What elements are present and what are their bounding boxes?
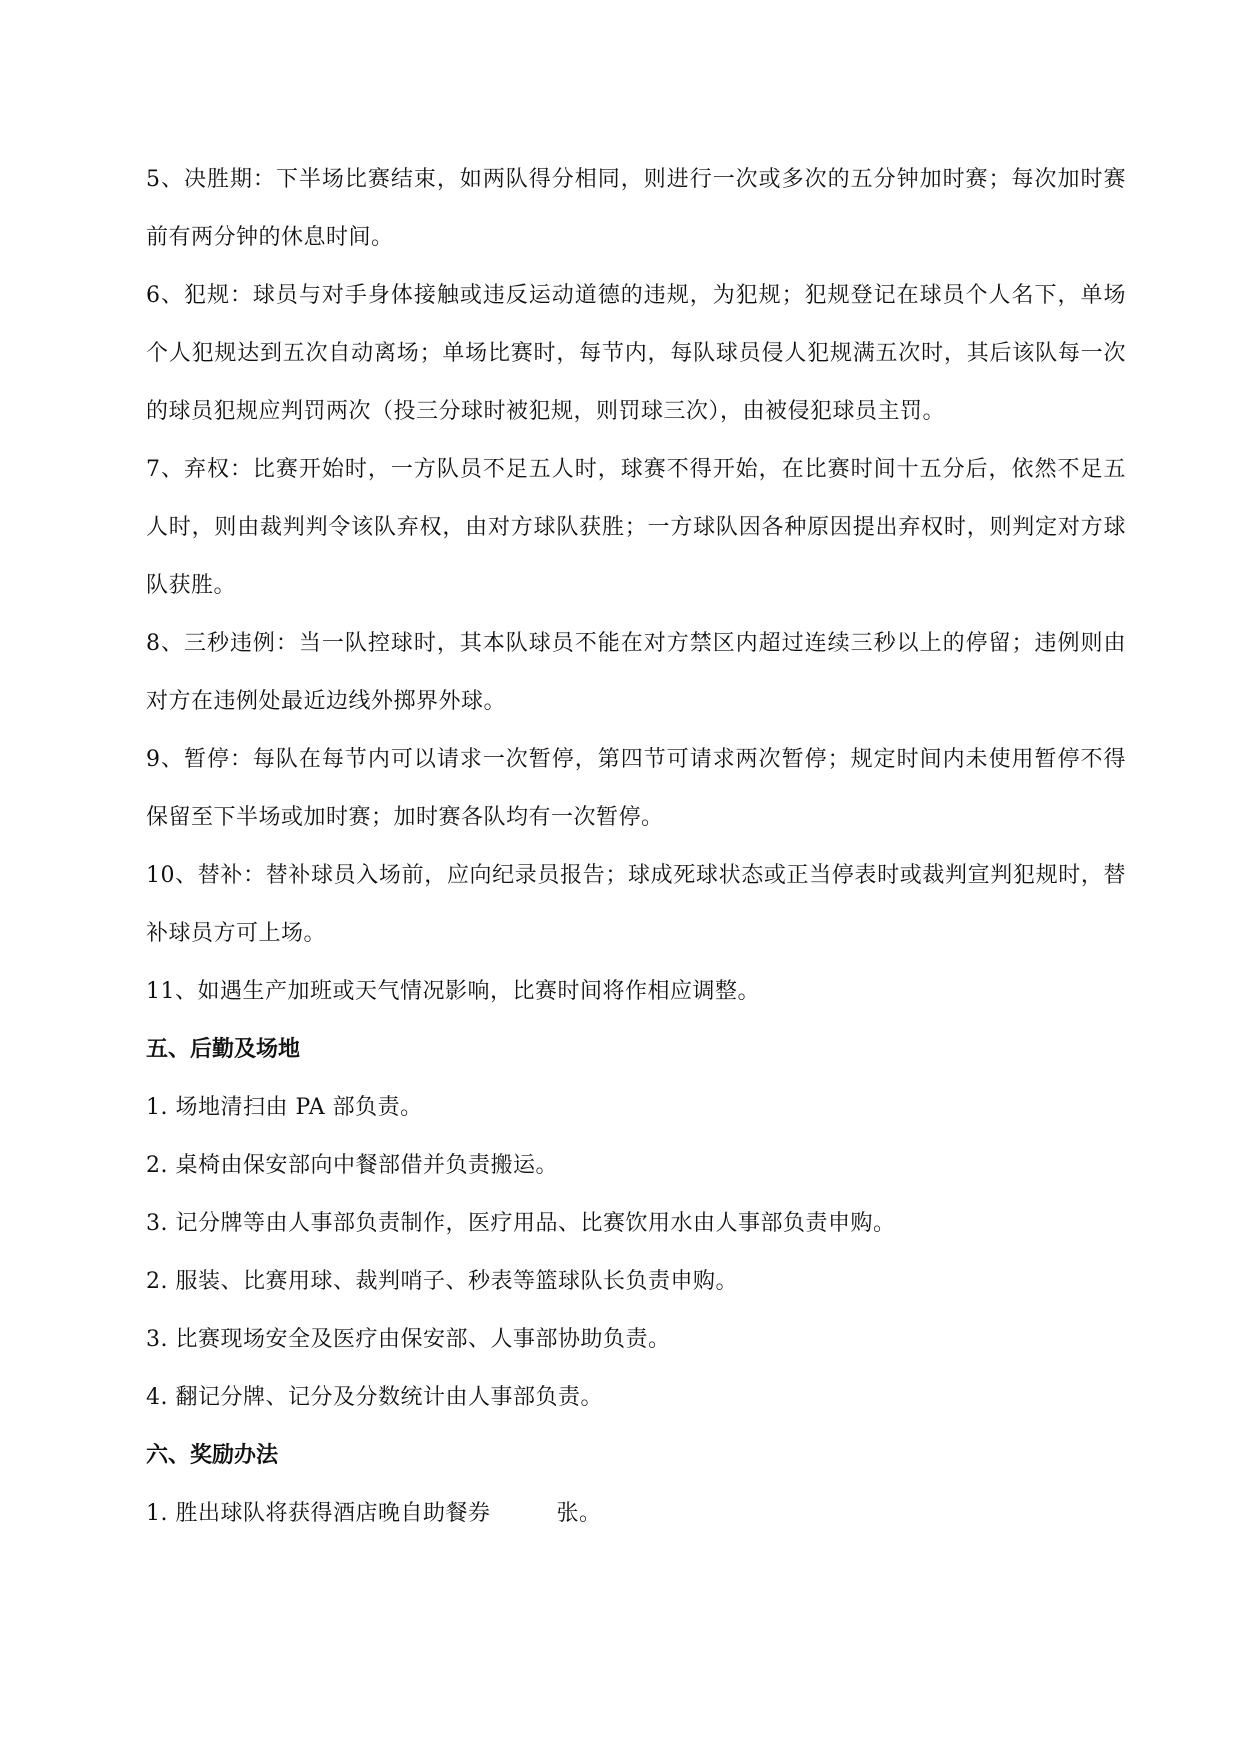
section-6-item-1 — [146, 1485, 1126, 1543]
rule-9: 9、暂停：每队在每节内可以请求一次暂停，第四节可请求两次暂停；规定时间内未使用暂停不得保留至下半场或加时赛；加时赛各队均有一次暂停。 — [146, 747, 1126, 830]
rule-7: 7、弃权：比赛开始时，一方队员不足五人时，球赛不得开始，在比赛时间十五分后，依然不足五人时，则由裁判判令该队弃权，由对方球队获胜；一方球队因各种原因提出弃权时，则判定对方球队获胜。 — [146, 457, 1126, 598]
document-page — [146, 151, 1126, 1543]
section-5-item-1: 1. 场地清扫由 PA 部负责。 — [146, 1095, 423, 1120]
rule-10: 10、替补：替补球员入场前，应向纪录员报告；球成死球状态或正当停表时或裁判宣判犯规时，替补球员方可上场。 — [146, 863, 1126, 946]
reward-text-after-blank: 张。 — [556, 1501, 602, 1526]
section-5-item-3: 3. 记分牌等由人事部负责制作，医疗用品、比赛饮用水由人事部负责申购。 — [146, 1211, 896, 1236]
rule-8: 8、三秒违例：当一队控球时，其本队球员不能在对方禁区内超过连续三秒以上的停留；违例则由对方在违例处最近边线外掷界外球。 — [146, 631, 1126, 714]
reward-text-before-blank: 1. 胜出球队将获得酒店晚自助餐券 — [146, 1501, 491, 1526]
section-6-heading: 六、奖励办法 — [146, 1443, 279, 1468]
rule-11: 11、如遇生产加班或天气情况影响，比赛时间将作相应调整。 — [146, 979, 760, 1004]
rule-5: 5、决胜期：下半场比赛结束，如两队得分相同，则进行一次或多次的五分钟加时赛；每次加时赛前有两分钟的休息时间。 — [146, 167, 1126, 250]
section-5-item-5: 3. 比赛现场安全及医疗由保安部、人事部协助负责。 — [146, 1327, 671, 1352]
section-5-item-2: 2. 桌椅由保安部向中餐部借并负责搬运。 — [146, 1153, 558, 1178]
section-5-item-4: 2. 服装、比赛用球、裁判哨子、秒表等篮球队长负责申购。 — [146, 1269, 738, 1294]
section-5-heading: 五、后勤及场地 — [146, 1037, 301, 1062]
section-5-item-6: 4. 翻记分牌、记分及分数统计由人事部负责。 — [146, 1385, 603, 1410]
rule-6: 6、犯规：球员与对手身体接触或违反运动道德的违规，为犯规；犯规登记在球员个人名下，单场个人犯规达到五次自动离场；单场比赛时，每节内，每队球员侵人犯规满五次时，其后该队每一次的球员犯规应判罚两次（投三分球时被犯规，则罚球三次），由被侵犯球员主罚。 — [146, 283, 1126, 424]
